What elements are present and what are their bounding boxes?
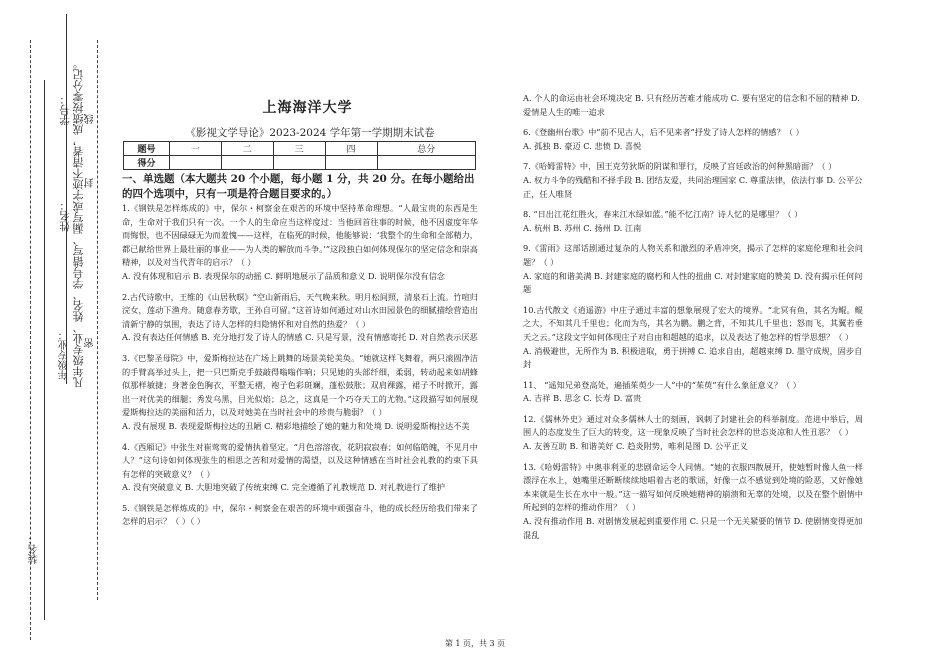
exam-title: 《影视文学导论》2023-2024 学年第一学期期末试卷 bbox=[185, 127, 435, 139]
score-table-cell: 总分 bbox=[377, 142, 476, 156]
binding-solid-line bbox=[44, 80, 45, 620]
question-options: A. 杭州 B. 苏州 C. 扬州 D. 江南 bbox=[523, 222, 642, 233]
question-text: 1.《钢铁是怎样炼成的》中，保尔・柯察金在艰苦的环境中坚持革命理想。“人最宝贵的东西是生命，生命对于我们只有一次。一个人的生命应当这样度过：当他回首往事的时候，他不因虚度年华而悔恨，也不因碌碌无为而羞愧——这样，在临死的时候，他能够说：‘我整个的生命和全部精力，都已献给世界上最壮丽的事业——为人类的解放而斗争。’”这段独白如何体现保尔的坚定信念和崇高精神，以及对当代青年的启示？（ ） bbox=[122, 203, 478, 268]
score-input-cell[interactable] bbox=[273, 156, 325, 170]
question-text: 7.《哈姆雷特》中，国王克劳狄斯的阴谋和罪行，反映了宫廷政治的何种黑暗面？（ ） bbox=[523, 161, 837, 172]
question bbox=[523, 413, 863, 454]
question-options: A. 没有表达任何情感 B. 充分地打发了诗人的情感 C. 只是写景，没有情感寄托 D. 对自然表示厌恶 bbox=[122, 332, 478, 343]
question bbox=[523, 379, 863, 406]
score-table-cell: 一 bbox=[170, 142, 222, 156]
question bbox=[523, 461, 863, 543]
score-input-cell[interactable] bbox=[377, 156, 476, 170]
question-options: A. 友善互助 B. 和谐美好 C. 趋炎附势，唯利是图 D. 公平正义 bbox=[523, 441, 748, 452]
score-table bbox=[123, 141, 476, 170]
question bbox=[523, 160, 863, 201]
score-input-cell[interactable] bbox=[170, 156, 222, 170]
score-table-score-row bbox=[124, 156, 476, 170]
question bbox=[122, 291, 478, 345]
question bbox=[122, 352, 478, 434]
score-input-cell[interactable] bbox=[325, 156, 377, 170]
seal-mark-1: 线 bbox=[85, 114, 96, 124]
question-text: 4.《西厢记》中张生对崔莺莺的爱情执着坚定。“月色溶溶夜，花阴寂寂春；如何临皓魄，不见月中人？”这句诗如何体现张生的相思之苦和对爱情的渴望，以及这种情感在当时社会礼教的约束下具有怎样的突破意义？（ ） bbox=[122, 441, 478, 479]
question-text: 3.《巴黎圣母院》中，爱斯梅拉达在广场上跳舞的场景美轮美奂。“她就这样飞舞着，两只滚圆净洁的手臂高举过头上，把一只巴斯克手鼓敲得嗡嗡作响；只见她的头部纤细，柔弱，转动起来如胡蜂似那样敏捷；身著金色胸衣，平整无褶，袍子色彩斑斓，蓬松鼓胀；双肩裸露，裙子不时掀开，露出一对优美的细腿；秀发乌黑，目光似焰；总之，这真是一个巧夺天工的尤物。”这段描写如何展现爱斯梅拉达的美丽和活力，以及对她美在当时社会中的珍贵与脆弱？（ ） bbox=[122, 352, 478, 418]
question-options: A. 没有展现 B. 表现爱斯梅拉达的丑陋 C. 精彩地描绘了她的魅力和处境 D. 说明爱斯梅拉达不美 bbox=[122, 420, 470, 431]
question-text: 10.古代散文《逍遥游》中庄子通过丰富的想象展现了宏大的境界。“北冥有鱼，其名为鲲。鲲之大，不知其几千里也；化而为鸟，其名为鹏。鹏之背，不知其几千里也；怒而飞，其翼若垂天之云。”这段文字如何体现庄子对自由和超越的追求，以及表达了他怎样的哲学思想？（ ） bbox=[523, 304, 863, 342]
left-column bbox=[122, 172, 478, 536]
question bbox=[122, 202, 478, 284]
university-title: 上海海洋大学 bbox=[262, 100, 353, 116]
question-options: A. 消极避世，无所作为 B. 积极进取，勇于拼搏 C. 追求自由，超越束缚 D. 墨守成规，固步自封 bbox=[523, 345, 863, 370]
seal-mark-3: 密 bbox=[85, 338, 96, 348]
page-footer: 第 1 页，共 3 页 bbox=[444, 639, 506, 648]
question-options: A. 孤独 B. 豪迈 C. 悲愤 D. 喜悦 bbox=[523, 140, 642, 151]
question-text: 12.《儒林外史》通过对众多儒林人士的刻画，讽刺了封建社会的科举制度。范进中举后，周围人的态度发生了巨大的转变，这一现象反映了当时社会怎样的世态炎凉和人性丑恶？（ ） bbox=[523, 413, 863, 438]
question bbox=[523, 92, 863, 119]
seal-mark-2: 封 bbox=[85, 178, 96, 188]
exam-site-label: 装名： bbox=[29, 534, 40, 564]
question-text: 8. “日出江花红胜火，春来江水绿如蓝。”能不忆江南？诗人忆的是哪里？（ ） bbox=[523, 209, 803, 220]
question bbox=[523, 126, 863, 153]
binding-strip bbox=[0, 0, 112, 672]
question bbox=[523, 304, 863, 372]
question-options: A. 家庭的和谐美满 B. 封建家庭的腐朽和人性的扭曲 C. 对封建家庭的赞美 D. 没有揭示任何问题 bbox=[523, 270, 863, 295]
question bbox=[122, 441, 478, 495]
binding-dashed-line-inner bbox=[97, 40, 98, 600]
question-options: A. 没有推动作用 B. 对剧情发展起到重要作用 C. 只是一个无关紧要的情节 D. 使剧情变得更加混乱 bbox=[523, 516, 863, 540]
score-table-cell: 题号 bbox=[124, 142, 170, 156]
question-options: A. 吉祥 B. 思念 C. 长寿 D. 富贵 bbox=[523, 393, 642, 404]
question-text: 13.《哈姆雷特》中奥菲利亚的悲剧命运令人同情。“她的衣服四散展开，使她暂时像人鱼一样漂浮在水上，她嘴里还断断续续地唱着古老的歌谣，好像一点不感觉到处境的险恶，又好像她本来就是生长在水中一般。”这一描写如何反映她精神的崩溃和无辜的处境，以及在整个剧情中所起到的怎样的推动作用？（ ） bbox=[523, 461, 863, 513]
question-options: A. 个人的命运由社会环境决定 B. 只有经历苦难才能成功 C. 要有坚定的信念和不屈的精神 D. 爱情是人生的唯一追求 bbox=[523, 93, 860, 117]
question-text: 2.古代诗歌中，王维的《山居秋暝》“空山新雨后，天气晚来秋。明月松间照，清泉石上流。竹喧归浣女，莲动下渔舟。随意春芳歇，王孙自可留。”这首诗如何通过对山水田园景色的细腻描绘营造出清新宁静的氛围，表达了诗人怎样的归隐情怀和对自然的热爱？（ ） bbox=[122, 291, 478, 329]
question-text: 6.《登幽州台歌》中“前不见古人，后不见来者”抒发了诗人怎样的情感？（ ） bbox=[523, 127, 804, 138]
right-column bbox=[523, 92, 863, 549]
name-label: 姓名： bbox=[59, 200, 71, 232]
score-table-cell: 三 bbox=[273, 142, 325, 156]
question-text: 9.《雷雨》这部话剧通过复杂的人物关系和激烈的矛盾冲突，揭示了怎样的家庭伦理和社会问题？（ ） bbox=[523, 243, 863, 267]
score-table-cell: 二 bbox=[221, 142, 273, 156]
question-options: A. 没有体现和启示 B. 表现保尔的动摇 C. 鲜明地展示了品质和意义 D. 说明保尔没有信念 bbox=[122, 270, 445, 281]
question bbox=[122, 502, 478, 529]
question bbox=[523, 208, 863, 235]
score-table-cell: 四 bbox=[325, 142, 377, 156]
question-text: 11、 “遥知兄弟登高处，遍插茱萸少一人”中的“茱萸”有什么象征意义？（ ） bbox=[523, 379, 801, 390]
grade-major-label: 年级专业： bbox=[59, 330, 70, 380]
question-options: A. 没有突破意义 B. 大胆地突破了传统束缚 C. 完全遵循了礼教规范 D. 对礼教进行了维护 bbox=[122, 482, 445, 493]
binding-warning: 凡年级专业、姓名、学号错写、漏写或字迹不清者，成绩按零分记。 bbox=[72, 58, 85, 388]
question-text: 5.《钢铁是怎样炼成的》中，保尔・柯察金在艰苦的环境中顽强奋斗，他的成长经历给我们带来了怎样的启示？（ ）（ ） bbox=[122, 502, 478, 527]
student-id-label: 学号： bbox=[59, 94, 71, 126]
section-title: 一、单选题（本大题共 20 个小题，每小题 1 分，共 20 分。在每小题给出的四个选项中，只有一项是符合题目要求的。） bbox=[122, 173, 475, 200]
score-row-label: 得分 bbox=[124, 156, 170, 170]
score-table-header-row bbox=[124, 142, 476, 156]
question-options: A. 权力斗争的残酷和不择手段 B. 团结友爱，共同治理国家 C. 尊重法律，依法行事 D. 公平公正，任人唯贤 bbox=[523, 174, 863, 199]
score-input-cell[interactable] bbox=[221, 156, 273, 170]
question bbox=[523, 242, 863, 296]
